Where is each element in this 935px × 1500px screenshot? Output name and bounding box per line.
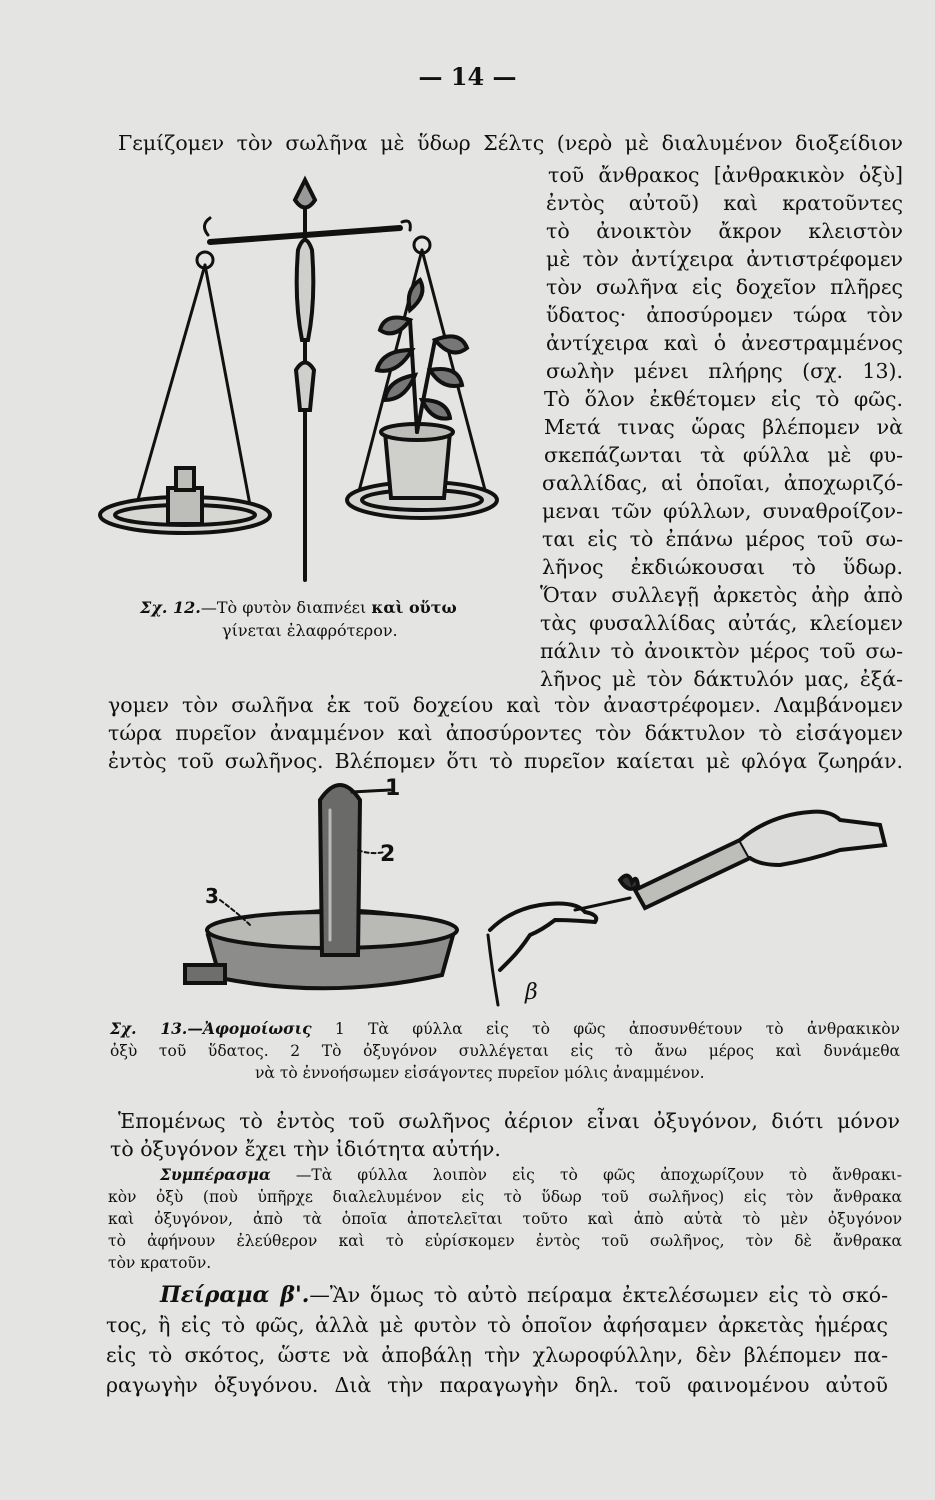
text-line: ἀντίχειρα καὶ ὁ ἀνεστραμμένος: [546, 331, 903, 355]
text-line: μὲ τὸν ἀντίχειρα ἀντιστρέφομεν: [546, 247, 903, 271]
fig13-marker-1: 1: [385, 776, 401, 801]
conclusion-line: κὸν ὀξὺ (ποὺ ὑπῆρχε διαλελυμένον εἰς τὸ ὕδωρ τοῦ σωλῆνος) εἰς τὸν ἄνθρακα: [108, 1188, 902, 1206]
conclusion-line: καὶ ὀξυγόνον, ἀπὸ τὰ ὁποῖα ἀποτελεῖται τοῦτο καὶ ἀπὸ αὐτὰ τὸ μὲν ὀξυγόνον: [108, 1210, 902, 1228]
text-line: τὸ ἀνοικτὸν ἄκρον κλειστὸν: [546, 219, 903, 243]
fig12-label: Σχ. 12.: [140, 598, 201, 617]
text-line: τὸν σωλῆνα εἰς δοχεῖον πλῆρες: [546, 275, 903, 299]
conclusion-label: Συμπέρασμα: [160, 1165, 271, 1184]
text-line: λῆνος ἐκδιώκουσαι τὸ ὕδωρ.: [542, 555, 903, 579]
text-line: ται εἰς τὸ ἐπάνω μέρος τοῦ σω-: [542, 527, 903, 551]
text-line: σωλὴν μένει πλήρης (σχ. 13).: [546, 359, 903, 383]
text-line: τος, ἢ εἰς τὸ φῶς, ἀλλὰ μὲ φυτὸν τὸ ὁποῖον ἀφήσαμεν ἀρκετὰς ἡμέρας: [106, 1313, 888, 1337]
text-line: ἐντὸς τοῦ σωλῆνος. Βλέπομεν ὅτι τὸ πυρεῖον καίεται μὲ φλόγα ζωηράν.: [108, 749, 903, 773]
text-line: σαλλίδας, αἱ ὁποῖαι, ἀποχωριζό-: [542, 471, 903, 495]
fig13-marker-b: β: [525, 980, 538, 1005]
fig13-caption-line-3: νὰ τὸ ἐννοήσωμεν εἰσάγοντες πυρεῖον μόλις ἀναμμένον.: [255, 1064, 705, 1082]
text-line: τώρα πυρεῖον ἀναμμένον καὶ ἀποσύροντες τὸν δάκτυλον τὸ εἰσάγομεν: [108, 721, 903, 745]
fig13-caption-line-1: [110, 1018, 900, 1040]
fig12-caption-a: —Τὸ φυτὸν διαπνέει: [200, 598, 367, 617]
experiment-b-line-1: [160, 1280, 888, 1310]
text-line: μεναι τῶν φύλλων, συναθροίζον-: [542, 499, 903, 523]
text-line: Ἑπομένως τὸ ἐντὸς τοῦ σωλῆνος ἀέριον εἶναι ὀξυγόνον, διότι μόνον: [118, 1109, 900, 1133]
text-line: λῆνος μὲ τὸν δάκτυλόν μας, ἐξά-: [540, 667, 903, 691]
text-line: τὸ ὀξυγόνον ἔχει τὴν ἰδιότητα αὐτήν.: [110, 1137, 501, 1161]
fig13-marker-3: 3: [205, 884, 219, 908]
fig12-caption-b: καὶ οὕτω: [371, 598, 457, 617]
experiment-b-text: —Ἂν ὅμως τὸ αὐτὸ πείραμα ἐκτελέσωμεν εἰς τὸ σκό-: [309, 1283, 889, 1307]
text-line: ραγωγὴν ὀξυγόνου. Διὰ τὴν παραγωγὴν δηλ. τοῦ φαινομένου αὐτοῦ: [106, 1373, 888, 1397]
conclusion-text: —Τὰ φύλλα λοιπὸν εἰς τὸ φῶς ἀποχωρίζουν τὸ ἄνθρακι-: [295, 1166, 902, 1184]
text-line: Τὸ ὅλον ἐκθέτομεν εἰς τὸ φῶς.: [544, 387, 903, 411]
text-line: Μετά τινας ὥρας βλέπομεν νὰ: [544, 415, 903, 439]
text-line: τοῦ ἄνθρακος [ἀνθρακικὸν ὀξὺ]: [548, 163, 903, 187]
text-line: ὕδατος· ἀποσύρομεν τώρα τὸν: [546, 303, 903, 327]
fig12-balance-illustration: [100, 170, 520, 590]
text-line: σκεπάζωνται τὰ φύλλα μὲ φυ-: [544, 443, 903, 467]
fig13-title: —Ἀφομοίωσις: [187, 1019, 312, 1038]
text-line: πάλιν τὸ ἀνοικτὸν μέρος τοῦ σω-: [540, 639, 903, 663]
page-number: — 14 —: [418, 62, 517, 91]
fig13-caption-line-2: ὀξὺ τοῦ ὕδατος. 2 Τὸ ὀξυγόνον συλλέγεται εἰς τὸ ἄνω μέρος καὶ δυνάμεθα: [110, 1042, 900, 1060]
text-line: εἰς τὸ σκότος, ὥστε νὰ ἀποβάλῃ τὴν χλωροφύλλην, δὲν βλέπομεν πα-: [106, 1343, 888, 1367]
text-line: ἐντὸς αὐτοῦ) καὶ κρατοῦντες: [546, 191, 903, 215]
fig13-caption-text: 1 Τὰ φύλλα εἰς τὸ φῶς ἀποσυνθέτουν τὸ ἀνθρακικὸν: [334, 1020, 900, 1038]
fig13-assimilation-illustration: [180, 770, 900, 1010]
conclusion-line: τὸ ἀφήνουν ἐλεύθερον καὶ τὸ εὑρίσκομεν ἐντὸς τοῦ σωλῆνος, τὸν δὲ ἄνθρακα: [108, 1232, 902, 1250]
fig13-marker-2: 2: [380, 842, 396, 867]
experiment-b-label: Πείραμα β'.: [160, 1282, 310, 1308]
text-line: γομεν τὸν σωλῆνα ἐκ τοῦ δοχείου καὶ τὸν ἀναστρέφομεν. Λαμβάνομεν: [108, 693, 903, 717]
fig12-caption-c: γίνεται ἐλαφρότερον.: [222, 621, 398, 640]
conclusion-line-1: [160, 1164, 902, 1186]
text-line: τὰς φυσαλλίδας αὐτάς, κλείομεν: [540, 611, 903, 635]
text-line: Γεμίζομεν τὸν σωλῆνα μὲ ὕδωρ Σέλτς (νερὸ μὲ διαλυμένον διοξείδιον: [118, 131, 903, 155]
text-line: Ὅταν συλλεγῇ ἀρκετὸς ἀὴρ ἀπὸ: [540, 583, 903, 607]
fig12-caption: [140, 597, 457, 619]
conclusion-line: τὸν κρατοῦν.: [108, 1254, 212, 1272]
fig13-label: Σχ. 13.: [110, 1019, 188, 1038]
